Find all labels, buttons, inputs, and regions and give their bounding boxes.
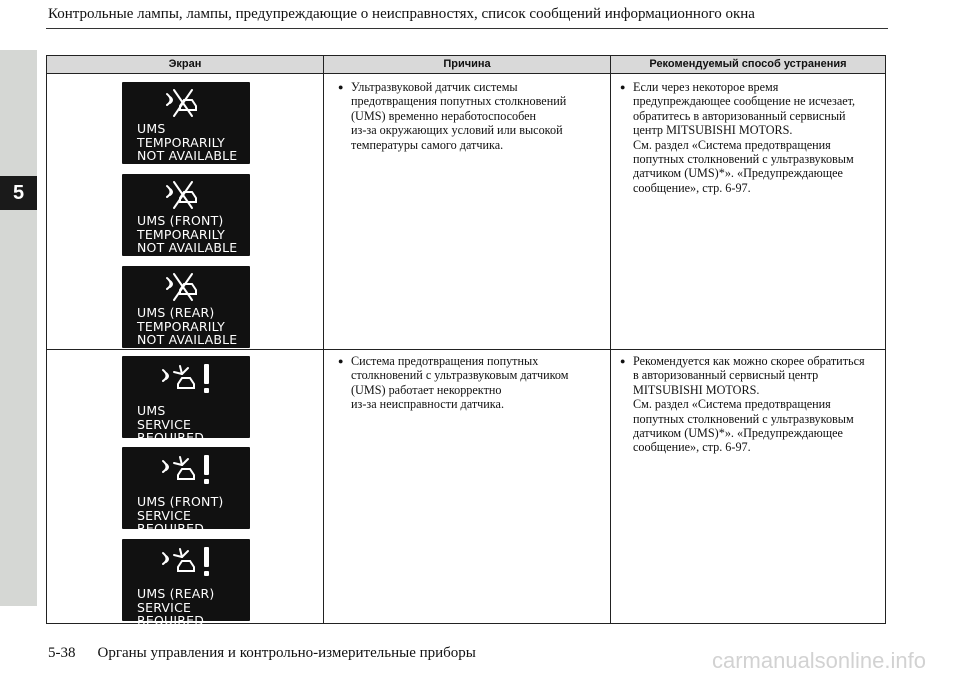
bullet-icon: ● [338, 356, 344, 366]
screen-text: UMS (REAR) TEMPORARILY NOT AVAILABLE [137, 305, 238, 348]
cause-cell [338, 80, 604, 152]
cause-text: Ультразвуковой датчик системы предотвращения попутных столкновений (UMS) временно неработоспособен из-за окружающих условий или высокой температуры самого датчика. [351, 80, 567, 152]
chapter-tab: 5 [0, 176, 37, 210]
header-rule [46, 28, 888, 29]
row-divider [47, 349, 885, 350]
remedy-cell [620, 80, 882, 195]
ums-service-warning-icon [160, 453, 216, 492]
page-header: Контрольные лампы, лампы, предупреждающие о неисправностях, список сообщений информационного окна [48, 6, 755, 22]
cause-text: Система предотвращения попутных столкновений с ультразвуковым датчиком (UMS) работает некорректно из-за неисправности датчика. [351, 354, 569, 412]
display-screen [122, 447, 250, 537]
bullet-icon: ● [620, 82, 626, 92]
column-header-remedy: Рекомендуемый способ устранения [649, 58, 847, 70]
screen-text: UMS (FRONT) TEMPORARILY NOT AVAILABLE [137, 213, 238, 256]
remedy-text: Рекомендуется как можно скорее обратиться в авторизованный сервисный центр MITSUBISHI MOTORS. См. раздел «Система предотвращения попутных столкновений с ультразвуковым датчиком (UMS)*». «Предупреждающее сообщение», стр. 6-97. [633, 354, 865, 455]
screen-text: UMS (REAR) SERVICE REQUIRED [137, 586, 215, 629]
display-screen [122, 174, 250, 256]
screen-text: UMS (FRONT) SERVICE REQUIRED [137, 494, 224, 537]
ums-service-warning-icon [160, 545, 216, 584]
watermark: carmanualsonline.info [711, 648, 926, 673]
section-title: Органы управления и контрольно-измерительные приборы [97, 645, 476, 661]
table-header [47, 56, 885, 74]
ums-service-warning-icon [160, 362, 216, 401]
column-divider [610, 56, 611, 623]
chapter-sidebar [0, 50, 37, 606]
screen-text: UMS TEMPORARILY NOT AVAILABLE [137, 121, 238, 164]
remedy-text: Если через некоторое время предупреждающее сообщение не исчезает, обратитесь в авторизованный сервисный центр MITSUBISHI MOTORS. См. раздел «Система предотвращения попутных столкновений с ультразвуковым датчиком (UMS)*». «Предупреждающее сообщение», стр. 6-97. [633, 80, 856, 195]
column-header-screen: Экран [168, 58, 202, 70]
cause-cell [338, 354, 604, 412]
column-divider [323, 56, 324, 623]
messages-table [46, 55, 886, 629]
ums-unavailable-icon [164, 86, 204, 125]
remedy-cell [620, 354, 882, 455]
display-screen [122, 539, 250, 629]
ums-unavailable-icon [164, 178, 204, 217]
screen-text: UMS SERVICE REQUIRED [137, 403, 205, 446]
page-footer [48, 645, 476, 662]
page-number: 5-38 [48, 645, 76, 661]
bullet-icon: ● [338, 82, 344, 92]
column-header-cause: Причина [443, 58, 491, 70]
bullet-icon: ● [620, 356, 626, 366]
display-screen [122, 266, 250, 348]
display-screen [122, 356, 250, 446]
ums-unavailable-icon [164, 270, 204, 309]
display-screen [122, 82, 250, 164]
